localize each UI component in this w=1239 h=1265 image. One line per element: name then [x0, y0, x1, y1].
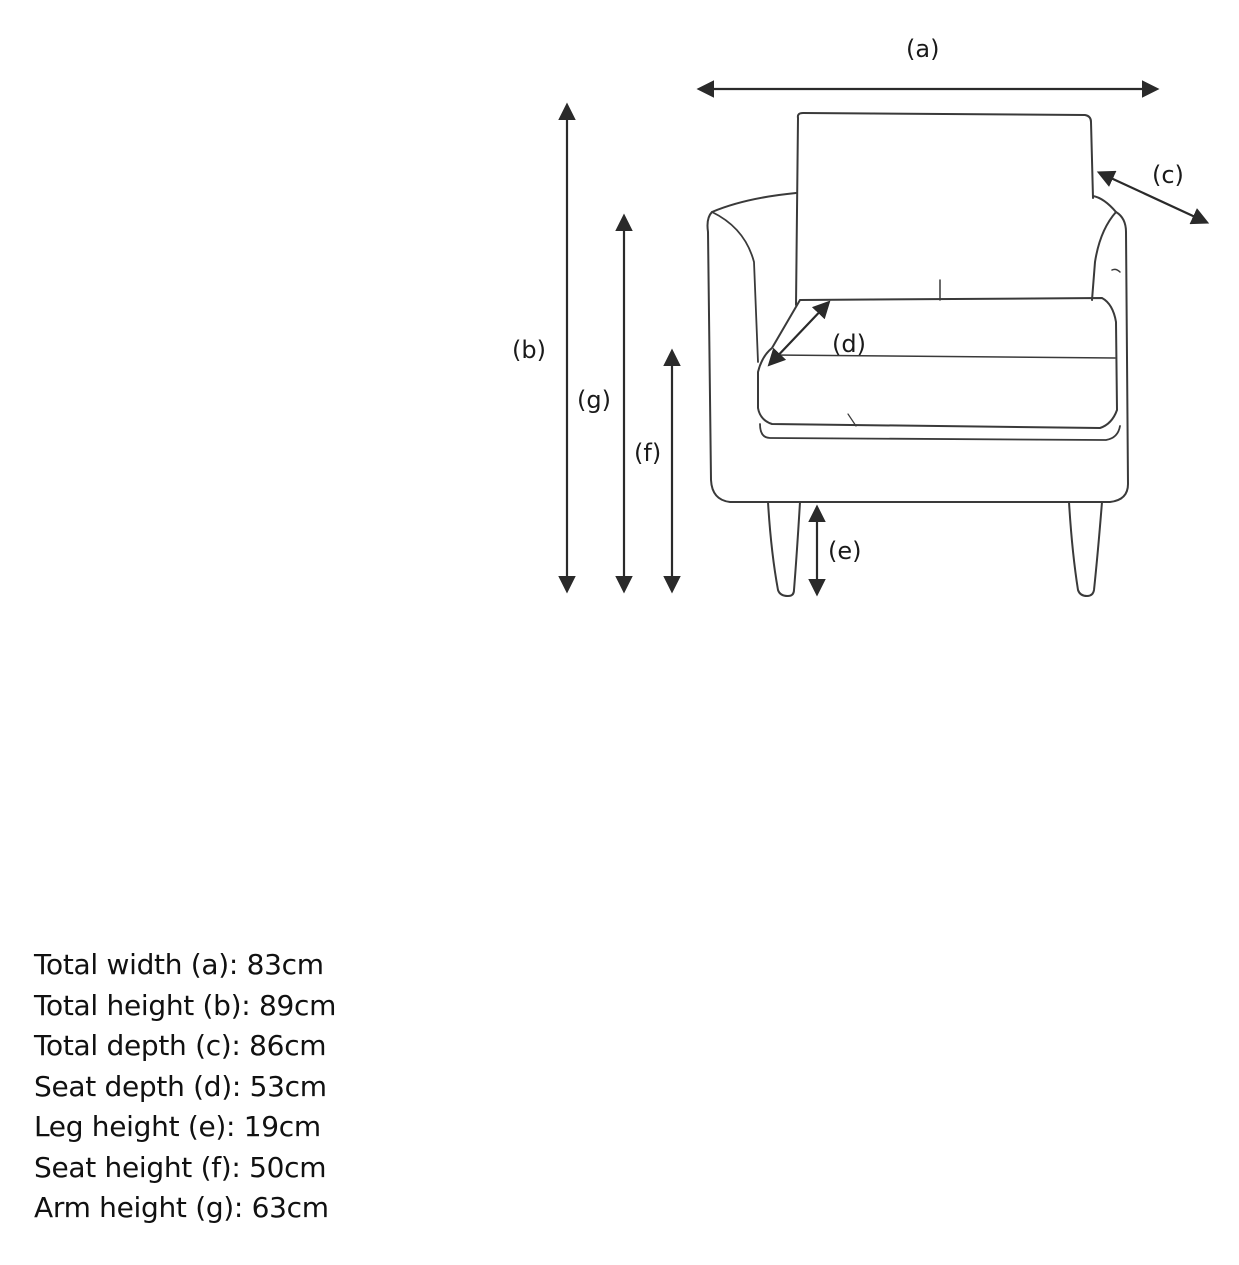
- spec-seat-height: Seat height (f): 50cm: [34, 1150, 327, 1184]
- label-e: (e): [828, 537, 862, 565]
- spec-arm-height: Arm height (g): 63cm: [34, 1191, 329, 1224]
- label-d: (d): [832, 330, 866, 358]
- dimension-arrows: [567, 89, 1206, 593]
- spec-total-depth: Total depth (c): 86cm: [34, 1029, 327, 1062]
- left-arm: [708, 193, 1129, 502]
- dimension-spec-list: [34, 945, 336, 1229]
- label-g: (g): [577, 386, 611, 414]
- armchair-drawing: [708, 113, 1129, 596]
- spec-total-width: Total width (a): 83cm: [34, 948, 324, 981]
- left-leg: [768, 502, 800, 596]
- label-f: (f): [634, 439, 662, 467]
- seat-cushion: [758, 298, 1117, 428]
- label-b: (b): [512, 336, 546, 364]
- right-leg: [1069, 502, 1102, 596]
- back-cushion: [798, 113, 1093, 198]
- label-a: (a): [906, 35, 940, 63]
- spec-seat-depth: Seat depth (d): 53cm: [34, 1069, 327, 1103]
- spec-total-height: Total height (b): 89cm: [34, 988, 337, 1022]
- spec-leg-height: Leg height (e): 19cm: [34, 1110, 321, 1143]
- right-arm: [1092, 212, 1116, 300]
- label-c: (c): [1152, 161, 1184, 189]
